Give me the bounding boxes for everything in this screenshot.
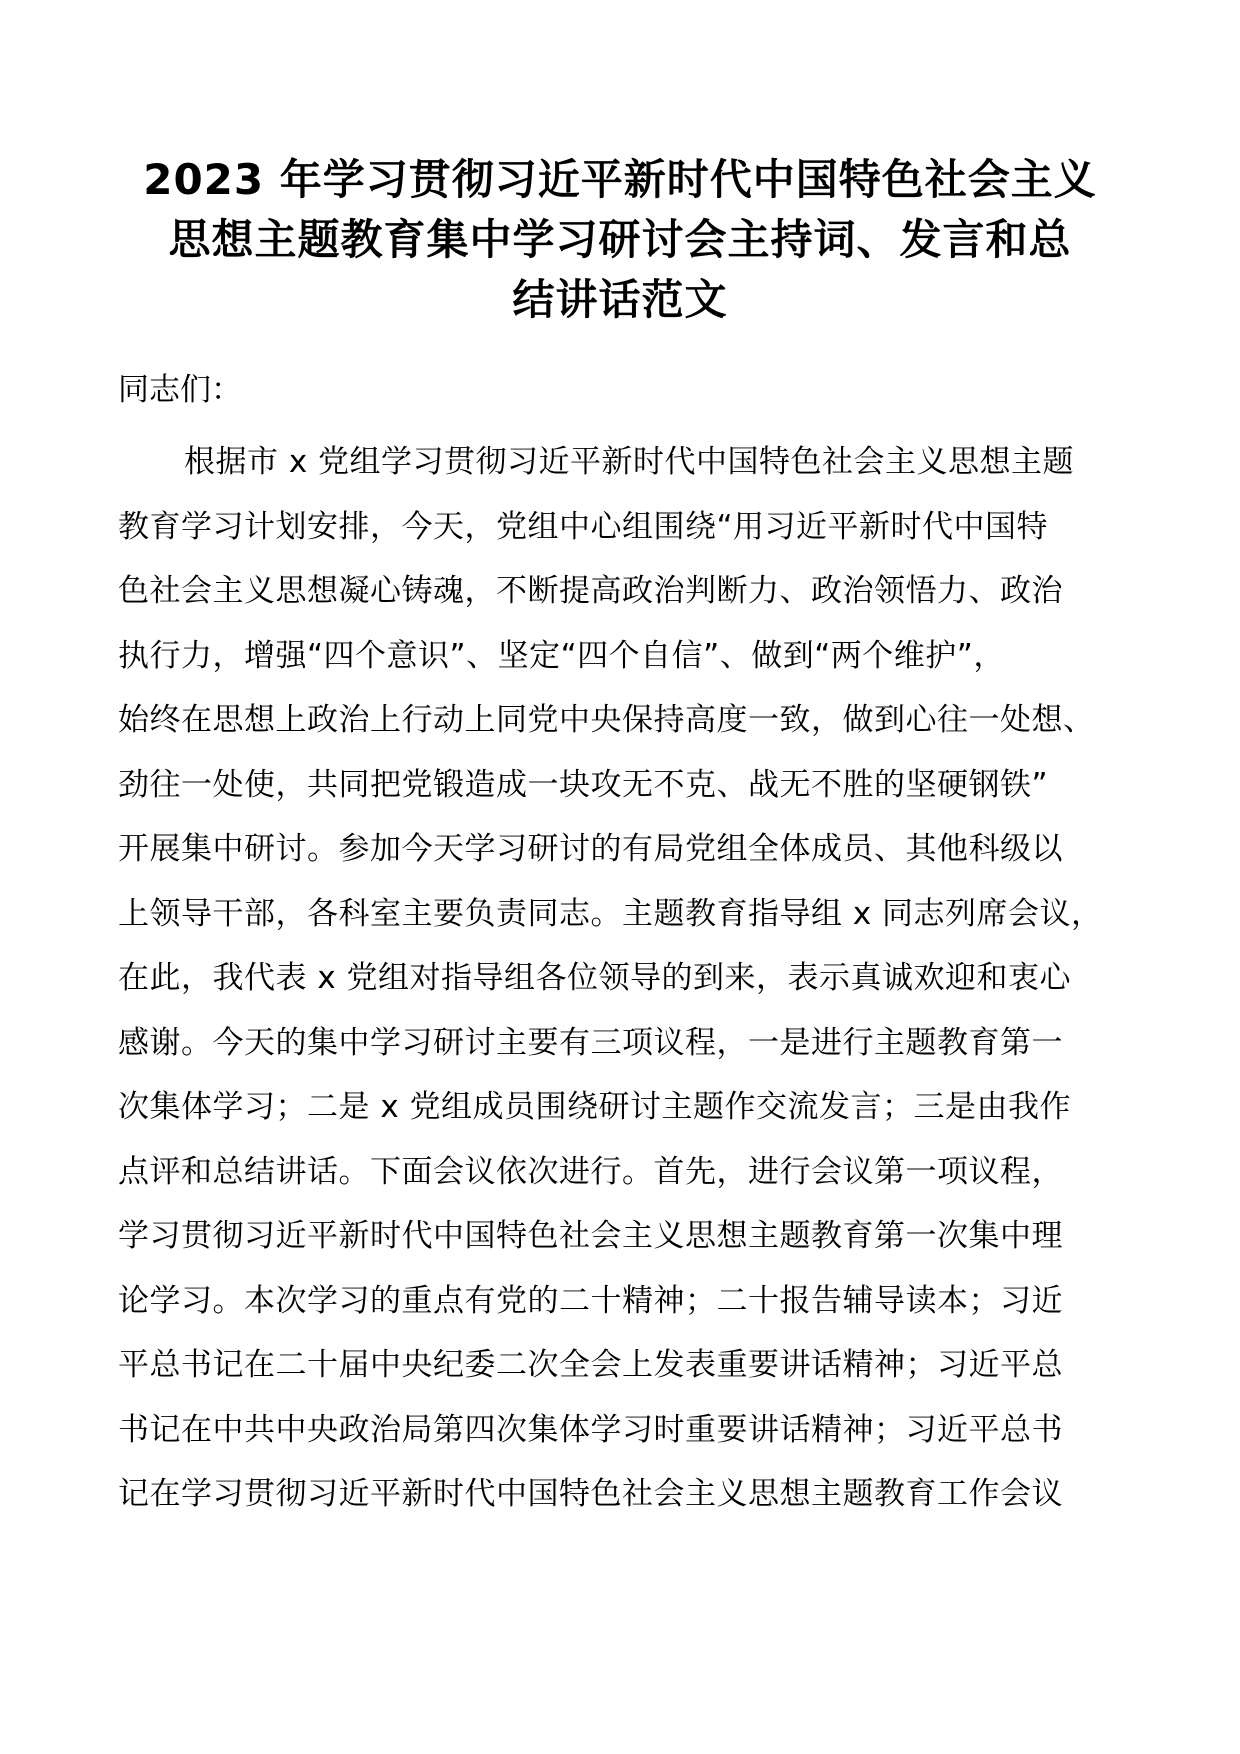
salutation: 同志们：	[118, 372, 242, 408]
body-line: 次集体学习；二是 x 党组成员围绕研讨主题作交流发言；三是由我作	[118, 1089, 1072, 1125]
title-line: 结讲话范文	[512, 275, 728, 324]
body-line: 感谢。今天的集中学习研讨主要有三项议程，一是进行主题教育第一	[118, 1024, 1063, 1061]
title-line: 2023 年学习贯彻习近平新时代中国特色社会主义	[143, 155, 1097, 204]
body-line: 始终在思想上政治上行动上同党中央保持高度一致，做到心往一处想、	[118, 702, 1095, 738]
body-line: 劲往一处使，共同把党锻造成一块攻无不克、战无不胜的坚硬钢铁”	[118, 766, 1049, 803]
body-paragraph	[118, 430, 1128, 1527]
body-line: 执行力，增强“四个意识”、坚定“四个自信”、做到“两个维护”，	[118, 637, 1005, 674]
body-line: 色社会主义思想凝心铸魂，不断提高政治判断力、政治领悟力、政治	[118, 573, 1063, 609]
body-line: 书记在中共中央政治局第四次集体学习时重要讲话精神；习近平总书	[118, 1411, 1063, 1448]
body-line: 根据市 x 党组学习贯彻习近平新时代中国特色社会主义思想主题	[184, 444, 1075, 480]
body-line: 记在学习贯彻习近平新时代中国特色社会主义思想主题教育工作会议	[118, 1476, 1063, 1512]
body-line: 论学习。本次学习的重点有党的二十精神；二十报告辅导读本；习近	[118, 1282, 1063, 1319]
body-line: 在此，我代表 x 党组对指导组各位领导的到来，表示真诚欢迎和衷心	[118, 960, 1072, 996]
body-line: 平总书记在二十届中央纪委二次全会上发表重要讲话精神；习近平总	[118, 1347, 1063, 1383]
document-title	[118, 150, 1122, 330]
body-line: 上领导干部，各科室主要负责同志。主题教育指导组 x 同志列席会议，	[118, 895, 1103, 932]
body-line: 开展集中研讨。参加今天学习研讨的有局党组全体成员、其他科级以	[118, 831, 1063, 867]
title-line: 思想主题教育集中学习研讨会主持词、发言和总	[168, 215, 1072, 264]
body-line: 点评和总结讲话。下面会议依次进行。首先，进行会议第一项议程，	[118, 1153, 1063, 1190]
body-line: 学习贯彻习近平新时代中国特色社会主义思想主题教育第一次集中理	[118, 1218, 1063, 1254]
body-line: 教育学习计划安排，今天，党组中心组围绕“用习近平新时代中国特	[118, 508, 1049, 545]
